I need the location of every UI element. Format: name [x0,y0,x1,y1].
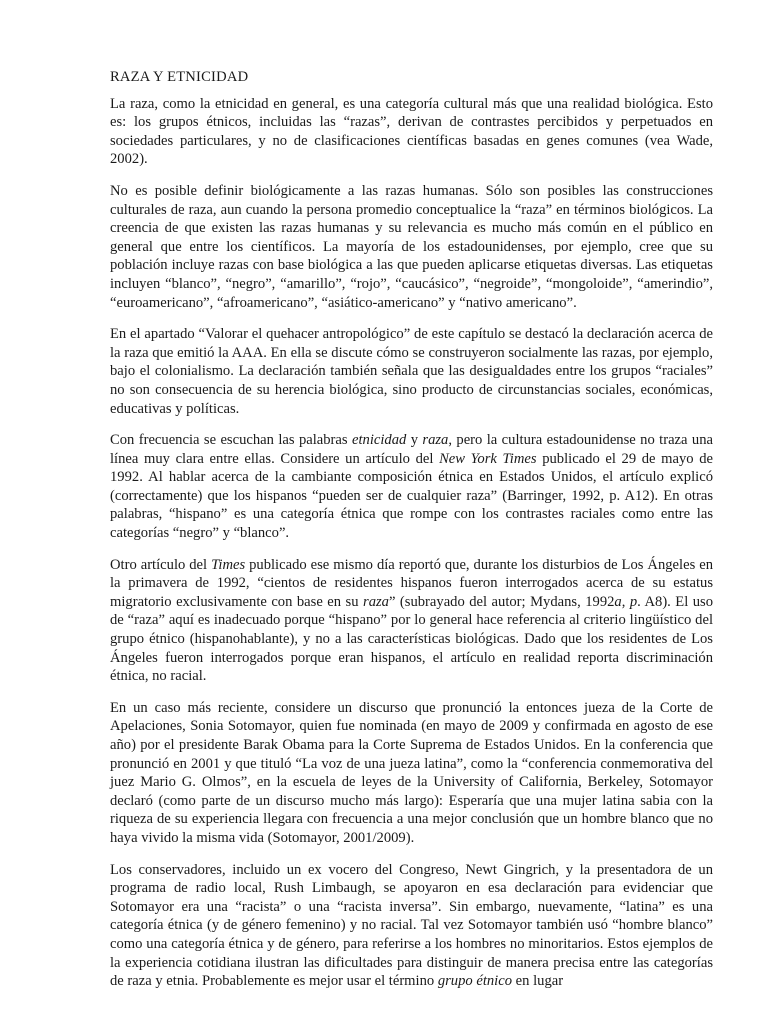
italic-text: raza [363,593,389,610]
text-run: En el apartado “Valorar el quehacer antropológico” de este capítulo se destacó la declaración acerca de la raza que emitió la AAA. En ella se discute cómo se construyeron socialmente las razas, por ejemplo, bajo el colonialismo. La declaración también señala que las desigualdades entre los grupos “raciales” no son consecuencia de su herencia biológica, sino producto de circunstancias sociales, económicas, educativas y políticas. [110,326,713,417]
paragraph [110,699,713,848]
text-run: publicado ese mismo día reportó que, durante los disturbios de Los Ángeles en la primavera de 1992, “cientos de residentes hispanos fueron interrogados acerca de su estatus migratorio exclusivamente con base en su [110,556,713,610]
text-run: . A8). El uso de “raza” aquí es inadecuado porque “hispano” por lo general hace referencia al criterio lingüístico del grupo étnico (hispanohablante), y no a las características biológicas. Dado que los residentes de Los Ángeles fueron interrogados porque eran hispanos, el artículo en realidad reporta discriminación étnica, no racial. [110,593,714,685]
text-run: , pero la cultura estadounidense no traza una línea muy clara entre ellas. Considere un artículo del [110,432,713,467]
text-run: En un caso más reciente, considere un discurso que pronunció la entonces jueza de la Corte de Apelaciones, Sonia Sotomayor, quien fue nominada (en mayo de 2009 y confirmada en agosto de ese año) por el presidente Barak Obama para la Corte Suprema de Estados Unidos. En la conferencia que pronunció en 2001 y que tituló “La voz de una jueza latina”, como la “conferencia conmemorativa del juez Mario G. Olmos”, en la escuela de leyes de la University of California, Berkeley, Sotomayor declaró (como parte de un discurso mucho más largo): Esperaría que una mujer latina sabia con la riqueza de su experiencia llegara con frecuencia a una mejor conclusión que un hombre blanco que no haya vivido la misma vida (Sotomayor, 2001/2009). [110,699,713,846]
paragraph [110,182,713,312]
italic-text: raza [422,432,449,449]
italic-text: etnicidad [351,432,407,449]
italic-text: grupo étnico [437,973,513,990]
text-run: Otro artículo del [110,556,212,573]
paragraph [110,325,713,418]
text-run: No es posible definir biológicamente a las razas humanas. Sólo son posibles las construcciones culturales de raza, aun cuando la persona promedio conceptualice la “raza” en términos biológicos. La creencia de que existen las razas humanas y su relevancia es mucho más común en el público en general que entre los científicos. La mayoría de los estadounidenses, por ejemplo, cree que su población incluye razas con base biológica a las que pueden aplicarse etiquetas diversas. Las etiquetas incluyen “blanco”, “negro”, “amarillo”, “rojo”, “caucásico”, “negroide”, “mongoloide”, “amerindio”, “euroamericano”, “afroamericano”, “asiático-americano” y “nativo americano”. [110,182,713,311]
paragraph [110,861,713,991]
text-run: en lugar [512,973,564,990]
text-run: La raza, como la etnicidad en general, es una categoría cultural más que una realidad biológica. Esto es: los grupos étnicos, incluidas las “razas”, derivan de contrastes percibidos y perpetuados en sociedades particulares, y no de clasificaciones científicas basadas en genes comunes (vea Wade, 2002). [110,95,713,168]
text-run: ” (subrayado del autor; Mydans, 1992 [388,593,615,610]
paragraph [110,556,713,686]
italic-text: a [614,593,622,610]
italic-text: p [629,593,638,610]
italic-text: Times [211,556,246,573]
italic-text: New York Times [439,450,537,467]
text-run: Con frecuencia se escuchan las palabras [110,432,352,449]
paragraph [110,95,713,169]
document-title: RAZA Y ETNICIDAD [110,69,249,85]
document-page [110,68,713,1004]
text-run: , [621,593,630,610]
text-run: y [406,432,423,449]
paragraph [110,431,713,543]
text-run: publicado el 29 de mayo de 1992. Al hablar acerca de la cambiante composición étnica en Estados Unidos, el artículo explicó (correctamente) que los hispanos “pueden ser de cualquier raza” (Barringer, 1992, p. A12). En otras palabras, “hispano” es una categoría étnica que rompe con los contrastes raciales como entre las categorías “negro” y “blanco”. [110,450,713,542]
text-run: Los conservadores, incluido un ex vocero del Congreso, Newt Gingrich, y la presentadora de un programa de radio local, Rush Limbaugh, se apoyaron en esa declaración para evidenciar que Sotomayor era una “racista” o una “racista inversa”. Sin embargo, nuevamente, “latina” es una categoría étnica (y de género femenino) y no racial. Tal vez Sotomayor también usó “hombre blanco” como una categoría étnica y de género, para referirse a los hombres no minoritarios. Estos ejemplos de la experiencia cotidiana ilustran las dificultades para distinguir de manera precisa entre las categorías de raza y etnia. Probablemente es mejor usar el término [110,861,713,990]
document-body [110,95,713,991]
